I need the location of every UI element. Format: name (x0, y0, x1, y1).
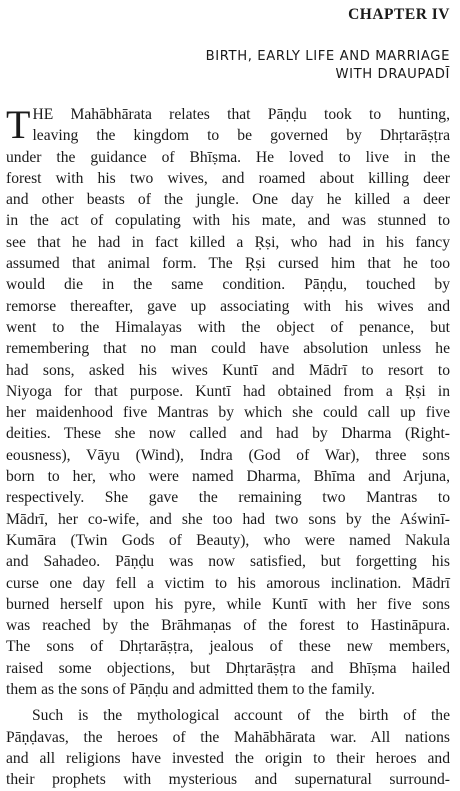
text-line: Kumāra (Twin Gods of Beauty), who were named Nakula (6, 531, 450, 549)
text-line: burned herself upon his pyre, while Kuntī with her five sons (6, 595, 450, 613)
chapter-title (6, 48, 450, 84)
text-line: assumed that animal form. The Ṛṣi cursed him that he too (6, 255, 450, 273)
text-line: and Sahadeo. Pāṇḍu was now satisfied, but forgetting his (6, 553, 450, 571)
text-line: Such is the mythological account of the birth of the (32, 707, 450, 725)
text-line: in the act of copulating with his mate, and was stunned to (6, 212, 450, 230)
text-line: remorse thereafter, gave up associating with his wives and (6, 297, 450, 315)
text-line: Mādrī, her co-wife, and she too had two sons by the Aświnī- (6, 510, 450, 528)
first-word-rest: HE (32, 106, 54, 123)
text-line: curse one day fell a victim to his amorous inclination. Mādrī (6, 574, 450, 592)
text-line-content: Mahābhārata relates that Pāṇḍu took to hunting, (53, 106, 450, 123)
text-line: forest with his two wives, and roamed about killing deer (6, 169, 450, 187)
text-line: under the guidance of Bhīṣma. He loved to live in the (6, 148, 450, 166)
text-line: leaving the kingdom to be governed by Dhṛtarāṣṭra (32, 127, 450, 145)
text-line: would die in the same condition. Pāṇḍu, touched by (6, 276, 450, 294)
text-line: eousness), Vāyu (Wind), Indra (God of War), three sons (6, 446, 450, 464)
drop-cap: T (6, 102, 31, 147)
text-line: was reached by the Brāhmaṇas of the forest to Hastināpura. (6, 617, 450, 635)
text-line: remembering that no man could have absolution unless he (6, 340, 450, 358)
text-line: Pāṇḍavas, the heroes of the Mahābhārata war. All nations (6, 728, 450, 746)
chapter-number: CHAPTER IV (348, 6, 450, 23)
paragraph-2 (6, 705, 450, 790)
text-line: respectively. She gave the remaining two Mantras to (6, 489, 450, 507)
text-line: and other beasts of the jungle. One day he killed a deer (6, 191, 450, 209)
text-line: deities. These she now called and had by Dharma (Right- (6, 425, 450, 443)
text-line: her maidenhood five Mantras by which she could call up five (6, 404, 450, 422)
text-line: The sons of Dhṛtarāṣṭra, jealous of these new members, (6, 638, 450, 656)
chapter-title-line-1: BIRTH, EARLY LIFE AND MARRIAGE (205, 49, 450, 64)
chapter-title-line-2: WITH DRAUPADĪ (335, 67, 450, 82)
text-line (6, 104, 450, 125)
text-line: born to her, who were named Dharma, Bhīma and Arjuna, (6, 468, 450, 486)
text-line: raised some objections, but Dhṛtarāṣṭra and Bhīṣma hailed (6, 659, 450, 677)
text-line: see that he had in fact killed a Ṛṣi, who had in his fancy (6, 233, 450, 251)
body-text (6, 104, 450, 791)
text-line: them as the sons of Pāṇḍu and admitted them to the family. (6, 681, 375, 699)
text-line: had sons, asked his wives Kuntī and Mādrī to resort to (6, 361, 450, 379)
text-line: Niyoga for that purpose. Kuntī had obtained from a Ṛṣi in (6, 382, 450, 400)
text-line: went to the Himalayas with the object of penance, but (6, 318, 450, 336)
text-line: their prophets with mysterious and supernatural surround- (6, 771, 450, 789)
paragraph-1 (6, 104, 450, 700)
text-line: and all religions have invested the origin to their heroes and (6, 749, 450, 767)
